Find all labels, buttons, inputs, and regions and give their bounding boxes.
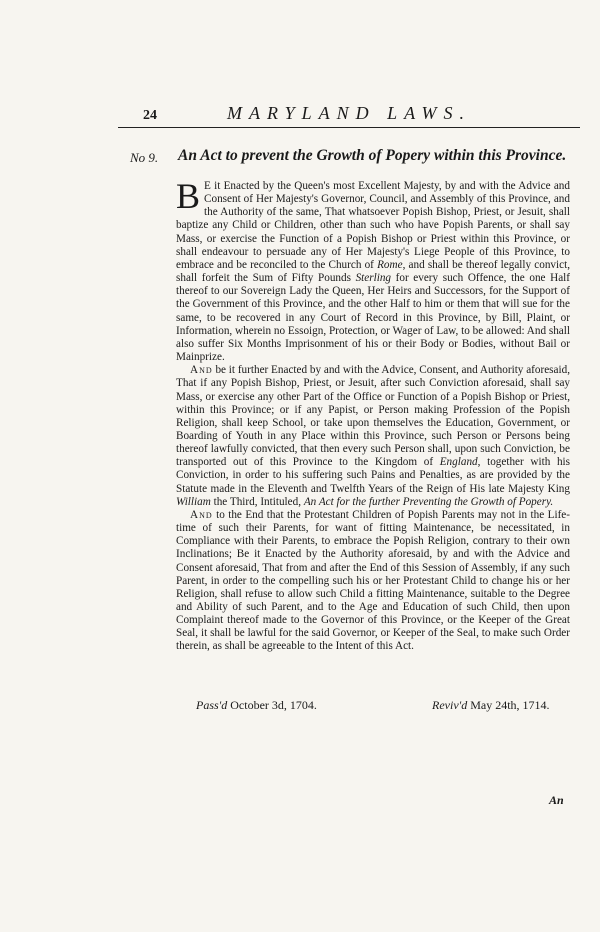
paragraph-2: And be it further Enacted by and with the Advice, Consent, and Authority aforesaid, That if any Popish Bishop, Priest, or Jesuit, after such Conviction aforesaid, shall say Mass, or exercise any other Part of the Office or Function of a Popish Bishop or Priest, within this Province; or if any Papist, or Person making Profession of the Popish Religion, shall keep School, or take upon themselves the Education, Government, or Boarding of Youth in any Place within this Province, such Person or Persons being thereof lawfully convicted, that then every such Person shall, upon such Conviction, be transported out of this Province to the Kingdom of England, together with his Conviction, in order to his suffering such Pains and Penalties, as are provided by the Statute made in the Eleventh and Twelfth Years of the Reign of His late Majesty King William the Third, Intituled, An Act for the further Preventing the Growth of Popery.: [176, 364, 570, 508]
passed-date: Pass'd October 3d, 1704.: [196, 698, 317, 712]
act-number: No 9.: [130, 150, 159, 165]
paragraph-3: And to the End that the Protestant Children of Popish Parents may not in the Life-time of such their Parents, for want of fitting Maintenance, be necessitated, in Compliance with their Parents, to embrace the Popish Religion, contrary to their own Inclinations; Be it Enacted by the Authority aforesaid, by and with the Advice and Consent aforesaid, That from and after the End of this Session of Assembly, if any such Parent, in order to the compelling such his or her Protestant Child to change his or her Religion, shall refuse to allow such Child a fitting Maintenance, suitable to the Degree and Ability of such Parent, and to the Age and Education of such Child, then upon Complaint thereof made to the Governor of this Province, or the Keeper of the Great Seal, it shall be lawful for the said Governor, or Keeper of the Seal, to make such Order therein, as shall be agreeable to the Intent of this Act.: [176, 508, 570, 653]
act-body: [176, 176, 570, 654]
act-title: An Act to prevent the Growth of Popery within this Province.: [178, 147, 567, 164]
catchword: An: [549, 793, 564, 807]
page-number: 24: [143, 108, 157, 123]
running-title: MARYLAND LAWS.: [226, 103, 471, 123]
paragraph-1: B E it Enacted by the Queen's most Excellent Majesty, by and with the Advice and Consent of Her Majesty's Governor, Council, and Assembly of this Province, and the Authority of the same, That whatsoever Popish Bishop, Priest, or Jesuit, shall baptize any Child or Children, other than such who have Popish Parents, or shall say Mass, or exercise the Function of a Popish Bishop or Priest within this Province, or shall endeavour to persuade any of Her Majesty's Liege People of this Province, to embrace and be reconciled to the Church of Rome, and shall be thereof legally convict, shall forfeit the Sum of Fifty Pounds Sterling for every such Offence, the one Half thereof to our Sovereign Lady the Queen, Her Heirs and Successors, for the Support of the Government of this Province, and the other Half to him or them that will sue for the same, to be recovered in any Court of Record in this Province, by Bill, Plaint, or Information, wherein no Essoign, Protection, or Wager of Law, to be allowed: And shall also suffer Six Months Imprisonment of his or their Body or Bodies, without Bail or Mainprize.: [176, 176, 570, 364]
revived-date: Reviv'd May 24th, 1714.: [432, 698, 550, 712]
page-header: [118, 101, 580, 128]
drop-cap: B: [176, 176, 201, 216]
